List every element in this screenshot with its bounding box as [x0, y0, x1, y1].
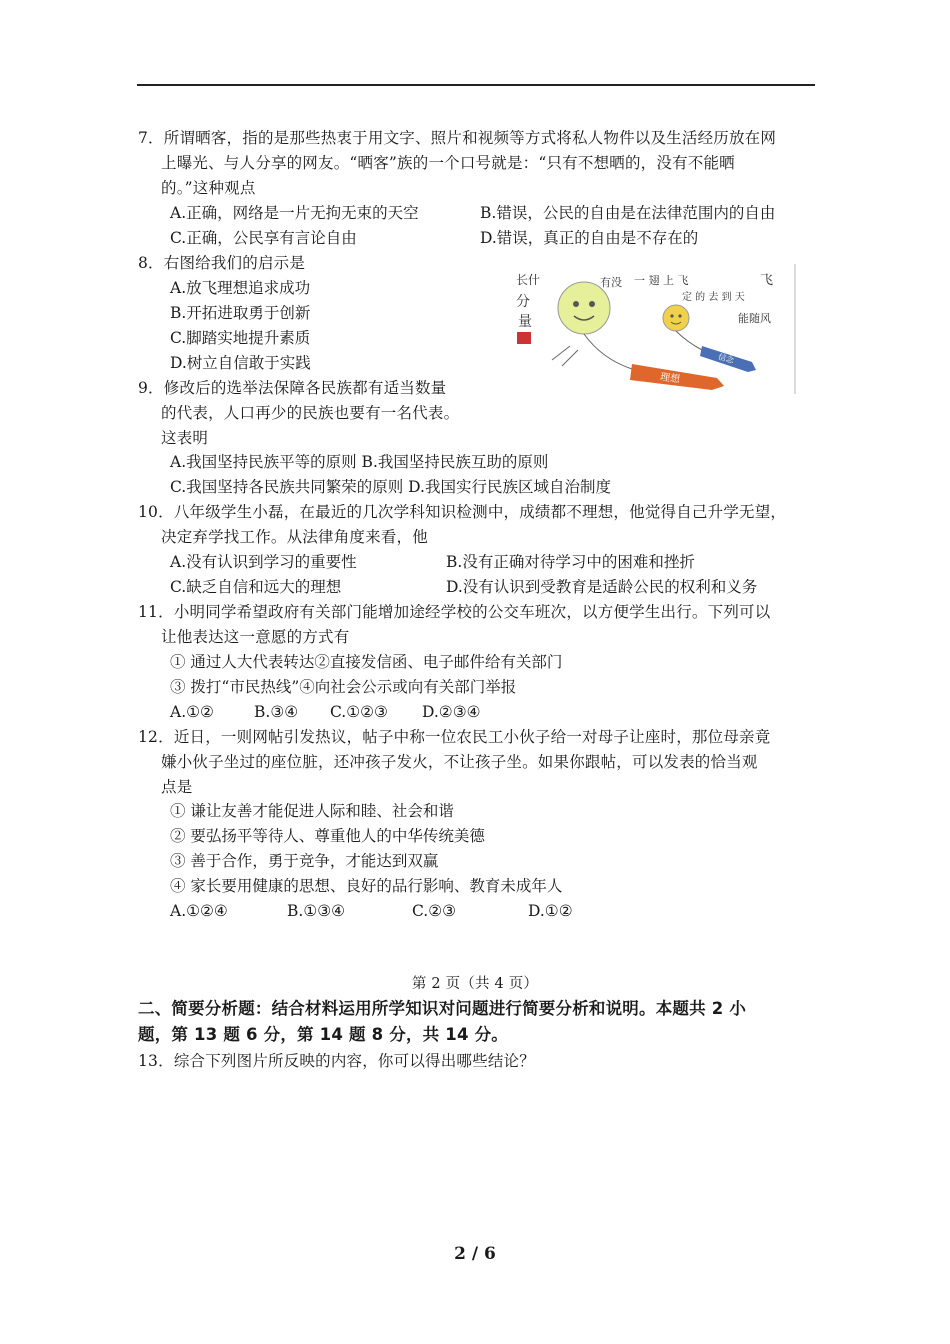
q7-option-d: D.错误，真正的自由是不存在的 — [480, 229, 699, 247]
cartoon-text-c1: 飞 — [760, 273, 774, 288]
q9-stem-line3: 这表明 — [161, 429, 209, 447]
q8-option-d: D.树立自信敢于实践 — [170, 354, 311, 372]
q12-option-d: D.①② — [528, 902, 573, 920]
cartoon-text-c2: 能随风 — [738, 312, 771, 325]
q10-stem-line2: 决定弃学找工作。从法律角度来看，他 — [161, 528, 428, 546]
q10-stem-line1: 10．八年级学生小磊，在最近的几次学科知识检测中，成绩都不理想，他觉得自己升学无望， — [138, 503, 787, 521]
cartoon-text-mid: 有没 — [600, 276, 622, 289]
q11-items-34: ③ 拨打“市民热线”④向社会公示或向有关部门举报 — [170, 678, 517, 696]
q11-stem-line2: 让他表达这一意愿的方式有 — [161, 628, 350, 646]
q12-item-3: ③ 善于合作，勇于竞争，才能达到双赢 — [170, 852, 439, 870]
q12-item-2: ② 要弘扬平等待人、尊重他人的中华传统美德 — [170, 827, 485, 845]
q7-stem-line1: 7．所谓晒客，指的是那些热衷于用文字、照片和视频等方式将私人物件以及生活经历放在网 — [138, 129, 777, 147]
inner-page-footer: 第 2 页（共 4 页） — [411, 976, 539, 992]
cartoon-text-left3: 量 — [518, 314, 532, 330]
q10-option-c: C.缺乏自信和远大的理想 — [170, 578, 342, 596]
q9-options-cd: C.我国坚持各民族共同繁荣的原则 D.我国实行民族区域自治制度 — [170, 478, 611, 496]
q12-stem-line2: 嫌小伙子坐过的座位脏，还冲孩子发火，不让孩子坐。如果你跟帖，可以发表的恰当观 — [161, 753, 758, 771]
q11-option-a: A.①② — [170, 703, 214, 721]
cartoon-text-left2: 分 — [516, 294, 530, 310]
page-number: 2 / 6 — [454, 1244, 496, 1264]
q7-stem-line3: 的。”这种观点 — [161, 179, 256, 197]
cartoon-text-mid3: 定 的 去 到 天 — [682, 292, 745, 303]
q12-option-c: C.②③ — [412, 902, 457, 920]
q10-option-d: D.没有认识到受教育是适龄公民的权利和义务 — [446, 578, 758, 596]
ribbon-text-small: 信念 — [717, 352, 735, 366]
balloon-cartoon — [512, 264, 798, 394]
q12-option-b: B.①③④ — [287, 902, 346, 920]
q7-option-a: A.正确，网络是一片无拘无束的天空 — [170, 204, 419, 222]
q12-item-1: ① 谦让友善才能促进人际和睦、社会和谐 — [170, 802, 454, 820]
section2-heading-line1: 二、简要分析题：结合材料运用所学知识对问题进行简要分析和说明。本题共 2 小 — [138, 999, 747, 1018]
q10-option-a: A.没有认识到学习的重要性 — [170, 553, 357, 571]
q7-option-b: B.错误，公民的自由是在法律范围内的自由 — [480, 204, 776, 222]
q9-options-ab: A.我国坚持民族平等的原则 B.我国坚持民族互助的原则 — [170, 453, 549, 471]
q11-option-b: B.③④ — [254, 703, 299, 721]
q11-stem-line1: 11．小明同学希望政府有关部门能增加途经学校的公交车班次，以方便学生出行。下列可以 — [138, 603, 771, 621]
section2-heading-line2: 题，第 13 题 6 分，第 14 题 8 分，共 14 分。 — [138, 1025, 508, 1044]
header-rule — [137, 84, 815, 86]
q10-option-b: B.没有正确对待学习中的困难和挫折 — [446, 553, 695, 571]
q8-stem: 8．右图给我们的启示是 — [138, 254, 306, 272]
q8-option-c: C.脚踏实地提升素质 — [170, 329, 311, 347]
q12-stem-line1: 12．近日，一则网帖引发热议，帖子中称一位农民工小伙子给一对母子让座时，那位母亲竟 — [138, 728, 771, 746]
q11-option-d: D.②③④ — [422, 703, 481, 721]
q9-stem-line1: 9．修改后的选举法保障各民族都有适当数量 — [138, 379, 447, 397]
q12-item-4: ④ 家长要用健康的思想、良好的品行影响、教育未成年人 — [170, 877, 563, 895]
q7-stem-line2: 上曝光、与人分享的网友。“晒客”族的一个口号就是：“只有不想晒的，没有不能晒 — [161, 154, 735, 172]
red-seal-icon — [517, 332, 531, 344]
q7-option-c: C.正确，公民享有言论自由 — [170, 229, 357, 247]
q12-option-a: A.①②④ — [170, 902, 228, 920]
q11-items-12: ① 通过人大代表转达②直接发信函、电子邮件给有关部门 — [170, 653, 563, 671]
q12-stem-line3: 点是 — [161, 778, 193, 796]
q9-stem-line2: 的代表，人口再少的民族也要有一名代表。 — [161, 404, 460, 422]
q8-option-b: B.开拓进取勇于创新 — [170, 304, 311, 322]
cartoon-text-mid2: 一 翅 上 飞 — [634, 274, 689, 287]
cartoon-text-left1: 长什 — [516, 273, 541, 287]
small-balloon-icon — [663, 305, 689, 331]
big-balloon-icon — [558, 282, 610, 334]
ribbon-text-big: 理想 — [659, 371, 681, 386]
q13-stem: 13．综合下列图片所反映的内容，你可以得出哪些结论？ — [138, 1052, 535, 1070]
q11-option-c: C.①②③ — [330, 703, 388, 721]
q8-option-a: A.放飞理想追求成功 — [170, 279, 311, 297]
